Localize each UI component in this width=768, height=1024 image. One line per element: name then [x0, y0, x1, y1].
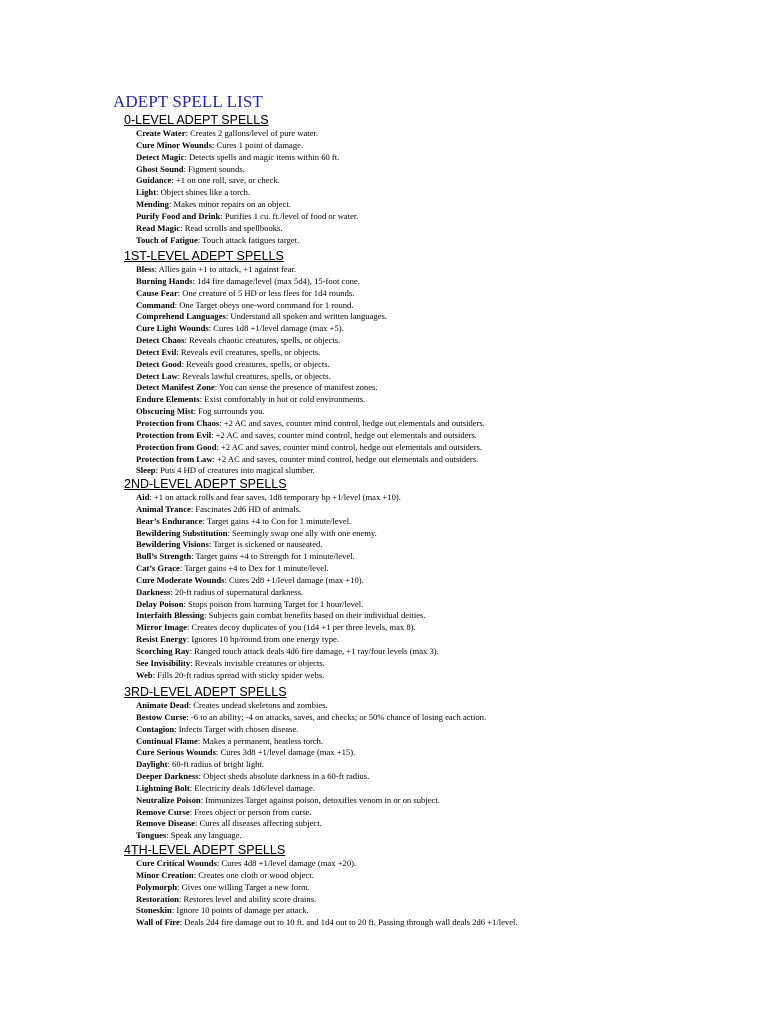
spell-description: : Reveals invisible creatures or objects. [190, 657, 325, 668]
spell-name: Stoneskin [136, 905, 172, 916]
spell-entry [136, 382, 485, 394]
spell-description: : Reveals evil creatures, spells, or objects. [176, 346, 321, 357]
spell-list [136, 492, 439, 682]
spell-name: Read Magic [136, 222, 181, 233]
spell-description: : Reveals good creatures, spells, or objects. [181, 358, 330, 369]
spell-description: : Immunizes Target against poison, detoxifies venom in or on subject. [200, 794, 440, 805]
spell-name: Cure Minor Wounds [136, 139, 212, 150]
spell-entry [136, 882, 518, 894]
spell-description: : Reveals chaotic creatures, spells, or objects. [184, 335, 341, 346]
spell-entry [136, 771, 486, 783]
spell-description: : Understand all spoken and written languages. [225, 311, 387, 322]
spell-entry [136, 905, 518, 917]
spell-description: : Deals 2d4 fire damage out to 10 ft. and 1d4 out to 20 ft. Passing through wall deals 2d6 +1/level. [179, 917, 518, 928]
spell-name: Light [136, 187, 157, 198]
spell-entry [136, 516, 439, 528]
spell-description: : Detects spells and magic items within 60 ft. [184, 151, 340, 162]
spell-name: Restoration [136, 893, 179, 904]
spell-name: Burning Hands [136, 275, 193, 286]
spell-description: : Fills 20-ft radius spread with sticky spider webs. [152, 669, 325, 680]
spell-description: : Frees object or person from curse. [189, 806, 312, 817]
spell-entry [136, 712, 486, 724]
spell-entry [136, 894, 518, 906]
spell-name: Scorching Ray [136, 645, 190, 656]
spell-description: : Creates undead skeletons and zombies. [188, 700, 328, 710]
spell-entry [136, 610, 439, 622]
spell-name: Cat’s Grace [136, 563, 180, 574]
spell-name: Ghost Sound [136, 163, 184, 174]
spell-name: Animate Dead [136, 700, 189, 710]
spell-description: : Target gains +4 to Strength for 1 minute/level. [191, 551, 355, 562]
spell-entry [136, 736, 486, 748]
spell-entry [136, 646, 439, 658]
spell-list [136, 700, 486, 842]
spell-description: : Cures 1 point of damage. [211, 139, 304, 150]
spell-name: Cure Moderate Wounds [136, 574, 225, 585]
spell-entry [136, 164, 358, 176]
spell-name: Purify Food and Drink [136, 210, 221, 221]
spell-description: : Makes a permanent, heatless torch. [197, 735, 324, 746]
spell-name: Protection from Evil [136, 429, 212, 440]
spell-entry [136, 759, 486, 771]
spell-name: Bewildering Visions [136, 539, 209, 550]
spell-entry [136, 492, 439, 504]
spell-entry [136, 539, 439, 551]
spell-description: : Makes minor repairs on an object. [168, 199, 291, 210]
spell-entry [136, 917, 518, 929]
spell-name: Cure Light Wounds [136, 323, 209, 334]
spell-name: Wall of Fire [136, 917, 180, 928]
spell-name: Resist Energy [136, 634, 187, 645]
spell-name: Protection from Chaos [136, 417, 220, 428]
spell-name: Bull’s Strength [136, 551, 192, 562]
spell-entry [136, 430, 485, 442]
spell-description: : Object sheds absolute darkness in a 60-ft radius. [198, 771, 370, 782]
spell-entry [136, 418, 485, 430]
spell-name: Bestow Curse [136, 711, 187, 722]
spell-description: : Fascinates 2d6 HD of animals. [190, 503, 302, 514]
spell-name: Polymorph [136, 881, 178, 892]
spell-name: Daylight [136, 759, 168, 770]
spell-name: Protection from Law [136, 453, 213, 464]
spell-description: : Reveals lawful creatures, spells, or objects. [177, 370, 331, 381]
spell-entry [136, 371, 485, 383]
spell-description: : Ignores 10 hp/round from one energy type. [186, 634, 339, 645]
spell-name: Aid [136, 492, 150, 502]
spell-description: : Target is sickened or nauseated. [208, 539, 323, 550]
spell-entry [136, 288, 485, 300]
spell-entry [136, 575, 439, 587]
section-heading: 4TH-LEVEL ADEPT SPELLS [124, 843, 286, 857]
spell-name: Comprehend Languages [136, 311, 226, 322]
spell-entry [136, 140, 358, 152]
spell-name: See Invisibility [136, 657, 191, 668]
spell-entry [136, 235, 358, 247]
spell-description: : Creates 2 gallons/level of pure water. [185, 128, 319, 138]
spell-description: : Touch attack fatigues target. [197, 234, 300, 245]
spell-description: : Exist comfortably in hot or cold environments. [199, 394, 366, 405]
section-heading: 2ND-LEVEL ADEPT SPELLS [124, 477, 287, 491]
spell-description: : +2 AC and saves, counter mind control, hedge out elementals and outsiders. [219, 417, 485, 428]
spell-name: Mending [136, 199, 169, 210]
spell-list [136, 264, 485, 477]
spell-entry [136, 858, 518, 870]
spell-description: : +2 AC and saves, counter mind control, hedge out elementals and outsiders. [211, 429, 477, 440]
spell-name: Touch of Fatigue [136, 234, 198, 245]
spell-description: : +1 on attack rolls and fear saves, 1d8 temporary hp +1/level (max +10). [149, 492, 401, 502]
spell-name: Detect Chaos [136, 335, 185, 346]
spell-description: : Target gains +4 to Dex for 1 minute/level. [179, 563, 329, 574]
spell-entry [136, 700, 486, 712]
spell-entry [136, 276, 485, 288]
spell-name: Cure Serious Wounds [136, 747, 216, 758]
spell-description: : -6 to an ability; -4 on attacks, saves, and checks; or 50% chance of losing each action. [186, 711, 487, 722]
spell-description: : Cures all diseases affecting subject. [194, 818, 322, 829]
spell-description: : One creature of 5 HD or less flees for 1d4 rounds. [177, 287, 355, 298]
spell-entry [136, 175, 358, 187]
spell-entry [136, 622, 439, 634]
spell-name: Detect Magic [136, 151, 185, 162]
spell-name: Delay Poison [136, 598, 184, 609]
spell-name: Sleep [136, 465, 156, 476]
spell-entry [136, 587, 439, 599]
spell-description: : Speak any language. [166, 830, 242, 841]
spell-name: Animal Trance [136, 503, 191, 514]
spell-description: : Stops poison from harming Target for 1 hour/level. [183, 598, 364, 609]
spell-name: Remove Curse [136, 806, 190, 817]
spell-description: : 20-ft radius of supernatural darkness. [170, 586, 304, 597]
spell-entry [136, 442, 485, 454]
spell-name: Command [136, 299, 175, 310]
spell-entry [136, 187, 358, 199]
spell-entry [136, 465, 485, 477]
spell-description: : Ranged touch attack deals 4d6 fire damage, +1 ray/four levels (max 3). [189, 645, 439, 656]
spell-description: : Creates one cloth or wood object. [193, 869, 314, 880]
spell-entry [136, 223, 358, 235]
section-heading: 1ST-LEVEL ADEPT SPELLS [124, 249, 284, 263]
spell-description: : Cures 4d8 +1/level damage (max +20). [216, 858, 357, 868]
spell-entry [136, 394, 485, 406]
spell-name: Obscuring Mist [136, 406, 194, 417]
spell-entry [136, 830, 486, 842]
spell-description: : 1d4 fire damage/level (max 5d4), 15-foot cone. [192, 275, 360, 286]
spell-description: : Target gains +4 to Con for 1 minute/level. [202, 515, 352, 526]
spell-name: Remove Disease [136, 818, 195, 829]
spell-name: Create Water [136, 128, 186, 138]
spell-description: : Figment sounds. [183, 163, 245, 174]
page-title: ADEPT SPELL LIST [113, 92, 263, 111]
spell-entry [136, 347, 485, 359]
spell-name: Detect Good [136, 358, 182, 369]
spell-entry [136, 747, 486, 759]
spell-name: Tongues [136, 830, 167, 841]
spell-description: : Gives one willing Target a new form. [177, 881, 310, 892]
section-heading: 3RD-LEVEL ADEPT SPELLS [124, 685, 287, 699]
spell-description: : +2 AC and saves, counter mind control, hedge out elementals and outsiders. [216, 441, 483, 452]
spell-name: Detect Manifest Zone [136, 382, 215, 393]
spell-description: : Subjects gain combat benefits based on their individual deities. [204, 610, 426, 621]
spell-entry [136, 211, 358, 223]
spell-list [136, 128, 358, 246]
spell-entry [136, 311, 485, 323]
spell-entry [136, 152, 358, 164]
spell-entry [136, 504, 439, 516]
spell-entry [136, 406, 485, 418]
spell-name: Protection from Good [136, 441, 217, 452]
spell-name: Cause Fear [136, 287, 178, 298]
spell-name: Minor Creation [136, 869, 194, 880]
spell-description: : +1 on one roll, save, or check. [171, 175, 280, 186]
spell-entry [136, 563, 439, 575]
spell-name: Darkness [136, 586, 171, 597]
spell-description: : Read scrolls and spellbooks. [180, 222, 283, 233]
spell-name: Bear’s Endurance [136, 515, 203, 526]
spell-entry [136, 551, 439, 563]
spell-entry [136, 454, 485, 466]
spell-entry [136, 335, 485, 347]
spell-list [136, 858, 518, 929]
spell-description: : One Target obeys one-word command for 1 round. [174, 299, 354, 310]
spell-description: : Object shines like a torch. [156, 187, 251, 198]
spell-entry [136, 870, 518, 882]
spell-name: Detect Evil [136, 346, 177, 357]
spell-entry [136, 818, 486, 830]
spell-entry [136, 783, 486, 795]
spell-description: : Infects Target with chosen disease. [174, 723, 299, 734]
spell-entry [136, 300, 485, 312]
spell-name: Guidance [136, 175, 172, 186]
spell-entry [136, 264, 485, 276]
section-heading: 0-LEVEL ADEPT SPELLS [124, 113, 269, 127]
spell-name: Contagion [136, 723, 175, 734]
spell-name: Endure Elements [136, 394, 200, 405]
spell-entry [136, 359, 485, 371]
spell-entry [136, 670, 439, 682]
spell-entry [136, 634, 439, 646]
spell-description: : 60-ft radius of bright light. [167, 759, 264, 770]
spell-entry [136, 528, 439, 540]
spell-description: : Creates decoy duplicates of you (1d4 +1 per three levels, max 8). [187, 622, 416, 633]
spell-name: Bless [136, 264, 155, 274]
spell-description: : +2 AC and saves, counter mind control, hedge out elementals and outsiders. [212, 453, 479, 464]
spell-description: : You can sense the presence of manifest zones. [214, 382, 378, 393]
spell-name: Bewildering Substitution [136, 527, 228, 538]
spell-description: : Seemingly swap one ally with one enemy. [227, 527, 377, 538]
spell-name: Cure Critical Wounds [136, 858, 217, 868]
spell-entry [136, 807, 486, 819]
spell-description: : Electricity deals 1d6/level damage. [189, 782, 316, 793]
spell-entry [136, 199, 358, 211]
spell-description: : Fog surrounds you. [193, 406, 265, 417]
spell-entry [136, 658, 439, 670]
spell-name: Detect Law [136, 370, 178, 381]
spell-entry [136, 724, 486, 736]
spell-name: Continual Flame [136, 735, 198, 746]
spell-description: : Puts 4 HD of creatures into magical slumber. [155, 465, 315, 476]
spell-description: : Restores level and ability score drains. [178, 893, 317, 904]
spell-entry [136, 128, 358, 140]
spell-name: Web [136, 669, 153, 680]
spell-name: Interfaith Blessing [136, 610, 205, 621]
spell-description: : Cures 1d8 +1/level damage (max +5). [208, 323, 344, 334]
spell-description: : Cures 2d8 +1/level damage (max +10). [224, 574, 364, 585]
spell-entry [136, 599, 439, 611]
spell-description: : Purifies 1 cu. ft./level of food or water. [220, 210, 359, 221]
spell-entry [136, 323, 485, 335]
spell-description: : Allies gain +1 to attack, +1 against fear. [154, 264, 297, 274]
spell-name: Mirror Image [136, 622, 187, 633]
spell-name: Deeper Darkness [136, 771, 199, 782]
spell-description: : Ignore 10 points of damage per attack. [171, 905, 309, 916]
spell-entry [136, 795, 486, 807]
spell-name: Neutralize Poison [136, 794, 201, 805]
spell-name: Lightning Bolt [136, 782, 190, 793]
spell-description: : Cures 3d8 +1/level damage (max +15). [215, 747, 356, 758]
